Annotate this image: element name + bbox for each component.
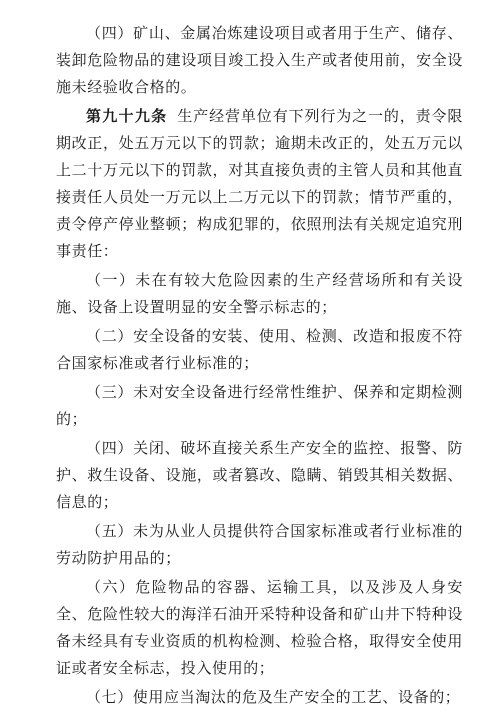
article-title: 第九十九条 bbox=[86, 107, 168, 125]
list-item: （七）使用应当淘汰的危及生产安全的工艺、设备的； bbox=[86, 688, 461, 706]
list-item: （六）危险物品的容器、运输工具，以及涉及人身安全、危险性较大的海洋石油开采特种设备和矿山井下特种设备未经具有专业资质的机构检测、检验合格，取得安全使用证或者安全标志，投入使用的； bbox=[56, 578, 463, 677]
article-paragraph bbox=[56, 103, 463, 265]
list-item: （三）未对安全设备进行经常性维护、保养和定期检测的； bbox=[56, 383, 463, 428]
list-item: （一）未在有较大危险因素的生产经营场所和有关设施、设备上设置明显的安全警示标志的； bbox=[56, 271, 463, 316]
list-item: （五）未为从业人员提供符合国家标准或者行业标准的劳动防护用品的； bbox=[56, 522, 463, 567]
list-item: （四）关闭、破坏直接关系生产安全的监控、报警、防护、救生设备、设施，或者篡改、隐瞒、销毁其相关数据、信息的； bbox=[56, 439, 463, 511]
list-item: （二）安全设备的安装、使用、检测、改造和报废不符合国家标准或者行业标准的； bbox=[56, 327, 463, 372]
article-body: 生产经营单位有下列行为之一的，责令限期改正，处五万元以下的罚款；逾期未改正的，处五万元以上二十万元以下的罚款，对其直接负责的主管人员和其他直接责任人员处一万元以上二万元以下的罚款；情节严重的，责令停产停业整顿；构成犯罪的，依照刑法有关规定追究刑事责任： bbox=[56, 107, 463, 260]
paragraph-item-four-prev: （四）矿山、金属冶炼建设项目或者用于生产、储存、装卸危险物品的建设项目竣工投入生产或者使用前，安全设施未经验收合格的。 bbox=[56, 24, 463, 96]
